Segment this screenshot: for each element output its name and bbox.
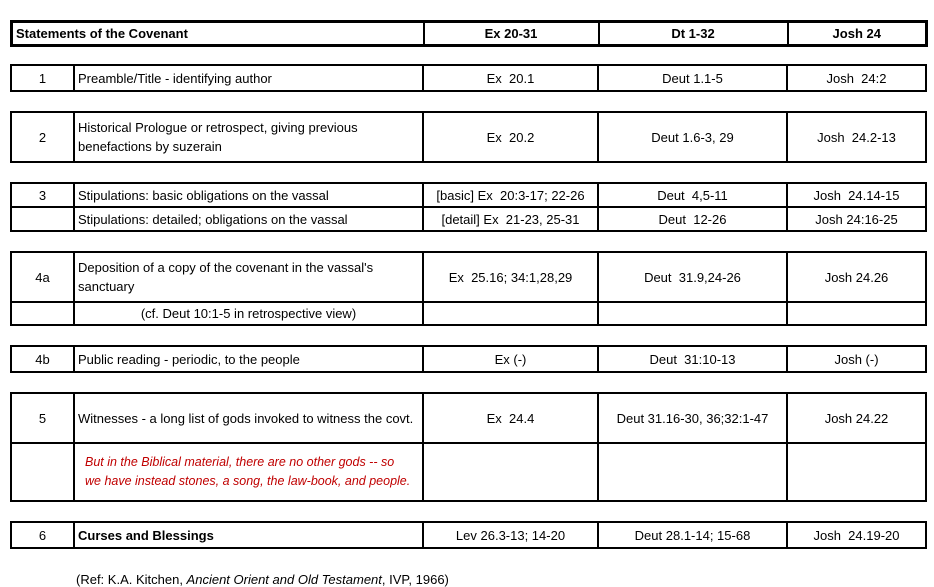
exodus-ref: Ex 20.2 <box>423 112 598 162</box>
empty-cell <box>787 302 926 325</box>
empty-cell <box>598 443 787 501</box>
exodus-ref: [detail] Ex 21-23, 25-31 <box>423 207 598 231</box>
row-description: Deposition of a copy of the covenant in the vassal's sanctuary <box>74 252 423 302</box>
joshua-ref: Josh 24.19-20 <box>787 522 926 548</box>
citation-suffix: , IVP, 1966) <box>381 572 449 587</box>
empty-cell <box>423 302 598 325</box>
note-row <box>11 443 926 501</box>
citation-prefix: (Ref: K.A. Kitchen, <box>76 572 187 587</box>
deuteronomy-ref: Deut 31.16-30, 36;32:1-47 <box>598 393 787 443</box>
header-col-exodus: Ex 20-31 <box>424 22 599 46</box>
table-row-3-stipulations <box>10 182 927 232</box>
joshua-ref: Josh 24.14-15 <box>787 183 926 207</box>
joshua-ref: Josh 24.2-13 <box>787 112 926 162</box>
exodus-ref: Ex (-) <box>423 346 598 372</box>
row-description: Stipulations: basic obligations on the vassal <box>74 183 423 207</box>
table-row-4a-deposition <box>10 251 927 326</box>
table-row-4b-public-reading <box>10 345 927 373</box>
biblical-material-note: But in the Biblical material, there are no other gods -- so we have instead stones, a song, the law-book, and people. <box>74 443 423 501</box>
header-col-joshua: Josh 24 <box>788 22 927 46</box>
table-row <box>11 522 926 548</box>
retrospective-note: (cf. Deut 10:1-5 in retrospective view) <box>74 302 423 325</box>
table-row <box>11 207 926 231</box>
table-row <box>11 65 926 91</box>
empty-cell <box>423 443 598 501</box>
covenant-comparison-document <box>10 20 925 587</box>
row-description: Witnesses - a long list of gods invoked to witness the covt. <box>74 393 423 443</box>
row-description: Preamble/Title - identifying author <box>74 65 423 91</box>
row-number: 6 <box>11 522 74 548</box>
row-description: Stipulations: detailed; obligations on the vassal <box>74 207 423 231</box>
exodus-ref: [basic] Ex 20:3-17; 22-26 <box>423 183 598 207</box>
deuteronomy-ref: Deut 12-26 <box>598 207 787 231</box>
header-col-deuteronomy: Dt 1-32 <box>599 22 788 46</box>
row-description: Curses and Blessings <box>74 522 423 548</box>
table-row-6-curses-blessings <box>10 521 927 549</box>
citation-book-title: Ancient Orient and Old Testament <box>186 572 382 587</box>
row-number: 2 <box>11 112 74 162</box>
joshua-ref: Josh 24.22 <box>787 393 926 443</box>
row-description: Public reading - periodic, to the people <box>74 346 423 372</box>
note-row <box>11 302 926 325</box>
exodus-ref: Ex 25.16; 34:1,28,29 <box>423 252 598 302</box>
empty-cell <box>11 302 74 325</box>
joshua-ref: Josh (-) <box>787 346 926 372</box>
header-title: Statements of the Covenant <box>12 22 424 46</box>
empty-cell <box>787 443 926 501</box>
exodus-ref: Ex 24.4 <box>423 393 598 443</box>
empty-cell <box>11 207 74 231</box>
table-row <box>11 346 926 372</box>
exodus-ref: Ex 20.1 <box>423 65 598 91</box>
row-number: 1 <box>11 65 74 91</box>
header-row <box>12 22 927 46</box>
row-number: 5 <box>11 393 74 443</box>
joshua-ref: Josh 24.26 <box>787 252 926 302</box>
table-row-2-historical-prologue <box>10 111 927 163</box>
table-row <box>11 112 926 162</box>
row-number: 4a <box>11 252 74 302</box>
table-row <box>11 183 926 207</box>
table-row <box>11 393 926 443</box>
row-description: Historical Prologue or retrospect, giving previous benefactions by suzerain <box>74 112 423 162</box>
joshua-ref: Josh 24:2 <box>787 65 926 91</box>
row-number: 4b <box>11 346 74 372</box>
joshua-ref: Josh 24:16-25 <box>787 207 926 231</box>
row-number: 3 <box>11 183 74 207</box>
empty-cell <box>598 302 787 325</box>
empty-cell <box>11 443 74 501</box>
deuteronomy-ref: Deut 28.1-14; 15-68 <box>598 522 787 548</box>
leviticus-ref: Lev 26.3-13; 14-20 <box>423 522 598 548</box>
deuteronomy-ref: Deut 31.9,24-26 <box>598 252 787 302</box>
table-row-1-preamble <box>10 64 927 92</box>
table-header <box>10 20 928 47</box>
deuteronomy-ref: Deut 1.6-3, 29 <box>598 112 787 162</box>
deuteronomy-ref: Deut 1.1-5 <box>598 65 787 91</box>
deuteronomy-ref: Deut 31:10-13 <box>598 346 787 372</box>
table-row <box>11 252 926 302</box>
table-row-5-witnesses <box>10 392 927 502</box>
deuteronomy-ref: Deut 4,5-11 <box>598 183 787 207</box>
